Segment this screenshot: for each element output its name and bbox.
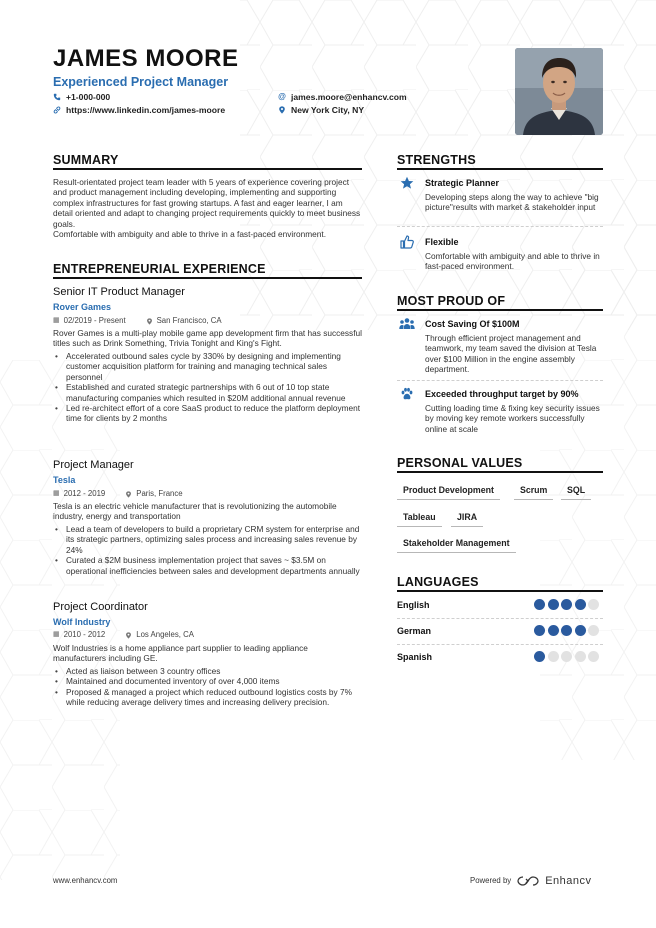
contact-linkedin[interactable] bbox=[53, 104, 225, 116]
job-description: Wolf Industries is a home appliance part supplier to leading appliance manufacturers including GE. bbox=[53, 643, 308, 664]
footer-branding[interactable] bbox=[470, 875, 592, 887]
divider bbox=[397, 380, 603, 381]
job-meta bbox=[53, 316, 222, 326]
level-dot-filled bbox=[534, 599, 545, 610]
language-level bbox=[534, 599, 599, 610]
job-bullet: • Led re-architect effort of a core SaaS product to reduce the platform deployment time for clients by 2 months bbox=[53, 403, 362, 424]
team-icon bbox=[399, 317, 415, 331]
language-level bbox=[534, 651, 599, 662]
proud-heading: MOST PROUD OF bbox=[397, 294, 506, 308]
value-tag: JIRA bbox=[451, 511, 483, 527]
linkedin-text: https://www.linkedin.com/james-moore bbox=[66, 105, 226, 115]
level-dot-filled bbox=[534, 625, 545, 636]
job-description: Rover Games is a multi-play mobile game app development firm that has successful titles such as Drink Something, Trivia Tonight and King's Fight. bbox=[53, 328, 362, 349]
job-bullet: • Established and curated strategic partnerships with 6 out of 10 top state manufacturing companies which resulted in $20M additional annual revenue bbox=[53, 382, 362, 403]
job-bullet: • Curated a $2M business implementation project that saves ~ $3.5M on operational inefficiencies between sales and development departments annually bbox=[53, 555, 362, 576]
level-dot-filled bbox=[548, 625, 559, 636]
level-dot-empty bbox=[588, 599, 599, 610]
contact-email[interactable] bbox=[278, 91, 407, 103]
level-dot-empty bbox=[561, 651, 572, 662]
strengths-heading: STRENGTHS bbox=[397, 153, 476, 167]
job-meta bbox=[53, 630, 194, 640]
proud-title: Exceeded throughput target by 90% bbox=[425, 389, 579, 399]
job-bullets bbox=[53, 524, 362, 576]
summary-text: Result-orientated project team leader with 5 years of experience covering project and product management including developing, implementing and supporting complex infrastructures for fast growing startups. A fast and eager learner, I am detail oriented and adapt to changing project requirements quickly to meet business goals. bbox=[53, 177, 361, 229]
value-tag: SQL bbox=[561, 484, 591, 500]
job-company: Rover Games bbox=[53, 302, 112, 312]
proud-desc: Cutting loading time & fixing key security issues by moving key remote workers successfully online at scale bbox=[425, 403, 600, 434]
job-company: Tesla bbox=[53, 475, 76, 485]
level-dot-empty bbox=[588, 651, 599, 662]
languages-rule bbox=[397, 590, 603, 592]
location-text: New York City, NY bbox=[291, 105, 365, 115]
summary-text-2: Comfortable with ambiguity and able to thrive in a fast-paced environment. bbox=[53, 229, 327, 239]
location-pin-icon bbox=[125, 632, 132, 639]
divider bbox=[397, 226, 603, 227]
calendar-icon: ▦ bbox=[53, 490, 60, 497]
contact-phone[interactable] bbox=[53, 91, 110, 103]
value-tag: Stakeholder Management bbox=[397, 537, 516, 553]
calendar-icon: ▦ bbox=[53, 631, 60, 638]
brand-name: Enhancv bbox=[545, 875, 592, 887]
level-dot-filled bbox=[575, 599, 586, 610]
strength-desc: Comfortable with ambiguity and able to thrive in fast-paced environment. bbox=[425, 251, 600, 272]
language-name: English bbox=[397, 600, 430, 610]
strength-desc: Developing steps along the way to achieve "big picture"results with market & stakeholder input bbox=[425, 192, 599, 213]
job-bullet: • Proposed & managed a project which reduced outbound logistics costs by 7% while reducing average delivery times and increasing delivery precision. bbox=[53, 687, 362, 708]
profile-photo bbox=[515, 48, 603, 135]
proud-title: Cost Saving Of $100M bbox=[425, 319, 520, 329]
job-bullet: • Acted as liaison between 3 country offices bbox=[53, 666, 362, 676]
footer-site-link[interactable]: www.enhancv.com bbox=[53, 876, 118, 885]
divider bbox=[397, 618, 603, 619]
job-bullet: • Accelerated outbound sales cycle by 330% by designing and implementing customer acquisition platform for training and managing technical sales personnel bbox=[53, 351, 362, 382]
portrait-image bbox=[515, 48, 603, 135]
strengths-rule bbox=[397, 168, 603, 170]
job-meta bbox=[53, 489, 183, 499]
calendar-icon: ▦ bbox=[53, 317, 60, 324]
at-icon: @ bbox=[278, 92, 286, 101]
language-level bbox=[534, 625, 599, 636]
job-bullets bbox=[53, 351, 362, 424]
job-location: Los Angeles, CA bbox=[136, 630, 194, 639]
thumbs-up-icon bbox=[400, 235, 414, 249]
level-dot-filled bbox=[561, 625, 572, 636]
candidate-name: JAMES MOORE bbox=[53, 45, 239, 72]
job-dates: 2010 - 2012 bbox=[63, 630, 106, 639]
job-role: Senior IT Product Manager bbox=[53, 286, 185, 298]
level-dot-filled bbox=[534, 651, 545, 662]
powered-by-text: Powered by bbox=[470, 876, 512, 885]
level-dot-filled bbox=[548, 599, 559, 610]
job-dates: 2012 - 2019 bbox=[63, 489, 106, 498]
job-role: Project Manager bbox=[53, 459, 134, 471]
experience-heading: ENTREPRENEURIAL EXPERIENCE bbox=[53, 262, 266, 276]
job-bullets bbox=[53, 666, 362, 708]
link-icon bbox=[53, 106, 61, 114]
level-dot-empty bbox=[588, 625, 599, 636]
proud-desc: Through efficient project management and teamwork, my team saved the division at Tesla over $100 Million in the engine assembly department. bbox=[425, 333, 597, 375]
divider bbox=[397, 644, 603, 645]
value-tag: Scrum bbox=[514, 484, 553, 500]
job-location: San Francisco, CA bbox=[156, 316, 222, 325]
paw-icon bbox=[400, 387, 414, 401]
summary-rule bbox=[53, 168, 362, 170]
value-tag: Product Development bbox=[397, 484, 500, 500]
language-name: Spanish bbox=[397, 652, 433, 662]
job-company: Wolf Industry bbox=[53, 617, 111, 627]
job-role: Project Coordinator bbox=[53, 601, 148, 613]
language-name: German bbox=[397, 626, 432, 636]
enhancv-logo-icon bbox=[517, 875, 539, 887]
job-bullet: • Maintained and documented inventory of over 4,000 items bbox=[53, 676, 362, 686]
job-dates: 02/2019 - Present bbox=[63, 316, 126, 325]
phone-icon bbox=[53, 93, 61, 101]
email-text: james.moore@enhancv.com bbox=[291, 92, 407, 102]
level-dot-empty bbox=[575, 651, 586, 662]
location-pin-icon bbox=[125, 491, 132, 498]
location-pin-icon bbox=[278, 106, 286, 114]
experience-rule bbox=[53, 277, 362, 279]
values-rule bbox=[397, 471, 603, 473]
job-description: Tesla is an electric vehicle manufacturer that is revolutionizing the automobile industry, energy and transportation bbox=[53, 501, 337, 522]
values-heading: PERSONAL VALUES bbox=[397, 456, 523, 470]
level-dot-filled bbox=[575, 625, 586, 636]
strength-title: Flexible bbox=[425, 237, 459, 247]
strength-title: Strategic Planner bbox=[425, 178, 500, 188]
phone-text: +1-000-000 bbox=[66, 92, 111, 102]
star-icon bbox=[400, 176, 414, 190]
candidate-title: Experienced Project Manager bbox=[53, 75, 229, 89]
summary-heading: SUMMARY bbox=[53, 153, 119, 167]
job-bullet: • Lead a team of developers to build a proprietary CRM system for enterprise and its strategic partners, optimizing sales process and increasing sales revenue by 24% bbox=[53, 524, 362, 555]
job-location: Paris, France bbox=[136, 489, 183, 498]
location-pin-icon bbox=[146, 318, 153, 325]
languages-heading: LANGUAGES bbox=[397, 575, 479, 589]
value-tag: Tableau bbox=[397, 511, 442, 527]
proud-rule bbox=[397, 309, 603, 311]
contact-location bbox=[278, 104, 364, 116]
level-dot-filled bbox=[561, 599, 572, 610]
level-dot-empty bbox=[548, 651, 559, 662]
